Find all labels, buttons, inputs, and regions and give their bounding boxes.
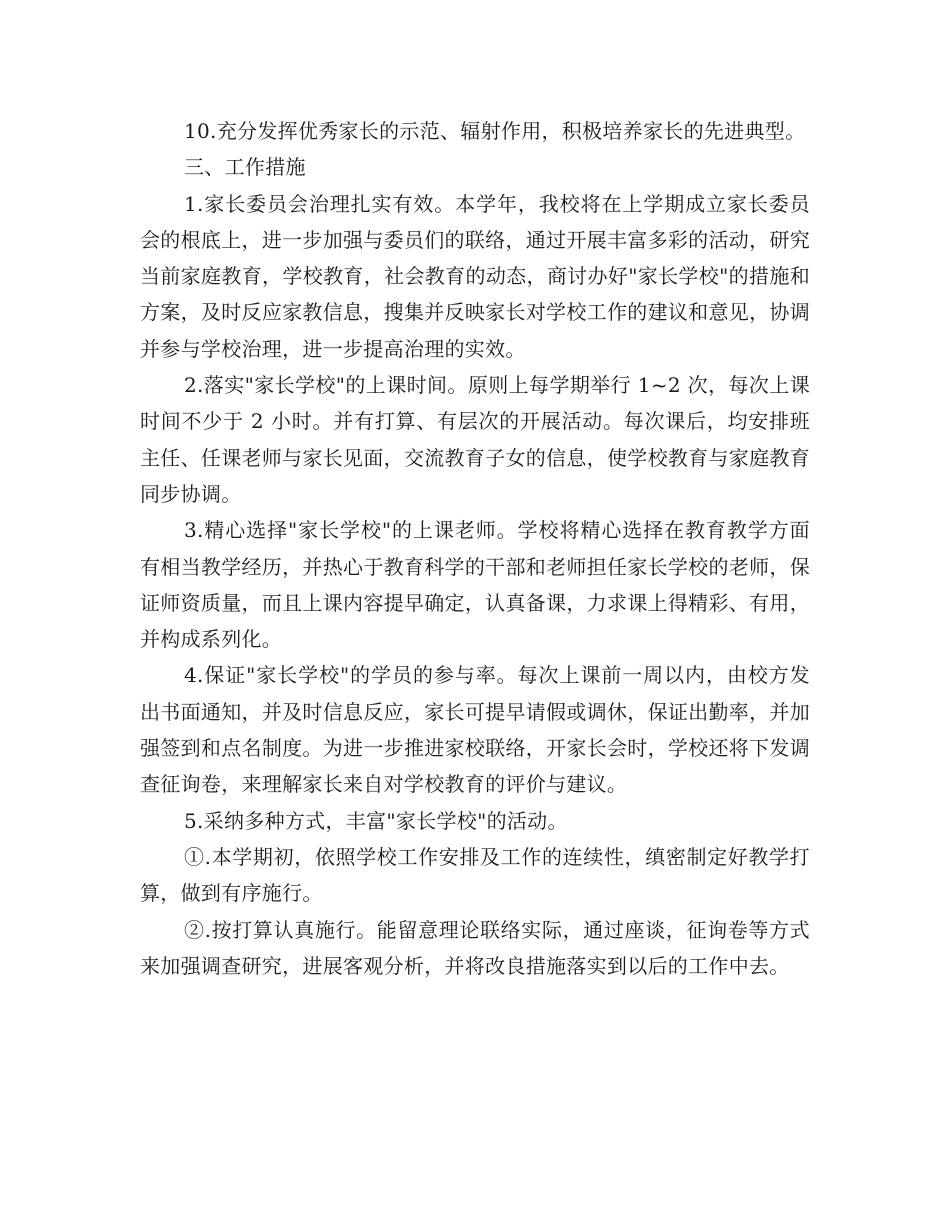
paragraph-measure-3: 3.精心选择"家长学校"的上课老师。学校将精心选择在教育教学方面有相当教学经历，并热心于教育科学的干部和老师担任家长学校的老师，保证师资质量，而且上课内容提早确定，认真备课，力求课上得精彩、有用，并构成系列化。: [140, 518, 810, 652]
paragraph-measure-5: 5.采纳多种方式，丰富"家长学校"的活动。: [184, 808, 568, 833]
paragraph-measure-4: 4.保证"家长学校"的学员的参与率。每次上课前一周以内，由校方发出书面通知，并及时信息反应，家长可提早请假或调休，保证出勤率，并加强签到和点名制度。为进一步推进家校联络，开家长会时，学校还将下发调查征询卷，来理解家长来自对学校教育的评价与建议。: [140, 663, 810, 797]
paragraph-measure-2: 2.落实"家长学校"的上课时间。原则上每学期举行 1~2 次，每次上课时间不少于 2 小时。并有打算、有层次的开展活动。每次课后，均安排班主任、任课老师与家长见面，交流教育子女的信息，使学校教育与家庭教育同步协调。: [140, 373, 810, 506]
paragraph-measure-1: 1.家长委员会治理扎实有效。本学年，我校将在上学期成立家长委员会的根底上，进一步加强与委员们的联络，通过开展丰富多彩的活动，研究当前家庭教育，学校教育，社会教育的动态，商讨办好"家长学校"的措施和方案，及时反应家教信息，搜集并反映家长对学校工作的建议和意见，协调并参与学校治理，进一步提高治理的实效。: [140, 191, 810, 361]
document-body: [140, 113, 810, 984]
section-heading-measures: 三、工作措施: [184, 155, 306, 180]
paragraph-item-10: 10.充分发挥优秀家长的示范、辐射作用，积极培养家长的先进典型。: [184, 119, 806, 143]
paragraph-sub-2: ②.按打算认真施行。能留意理论联络实际，通过座谈，征询卷等方式来加强调查研究，进展客观分析，并将改良措施落实到以后的工作中去。: [140, 917, 810, 978]
paragraph-sub-1: ①.本学期初，依照学校工作安排及工作的连续性，缜密制定好教学打算，做到有序施行。: [140, 844, 810, 906]
